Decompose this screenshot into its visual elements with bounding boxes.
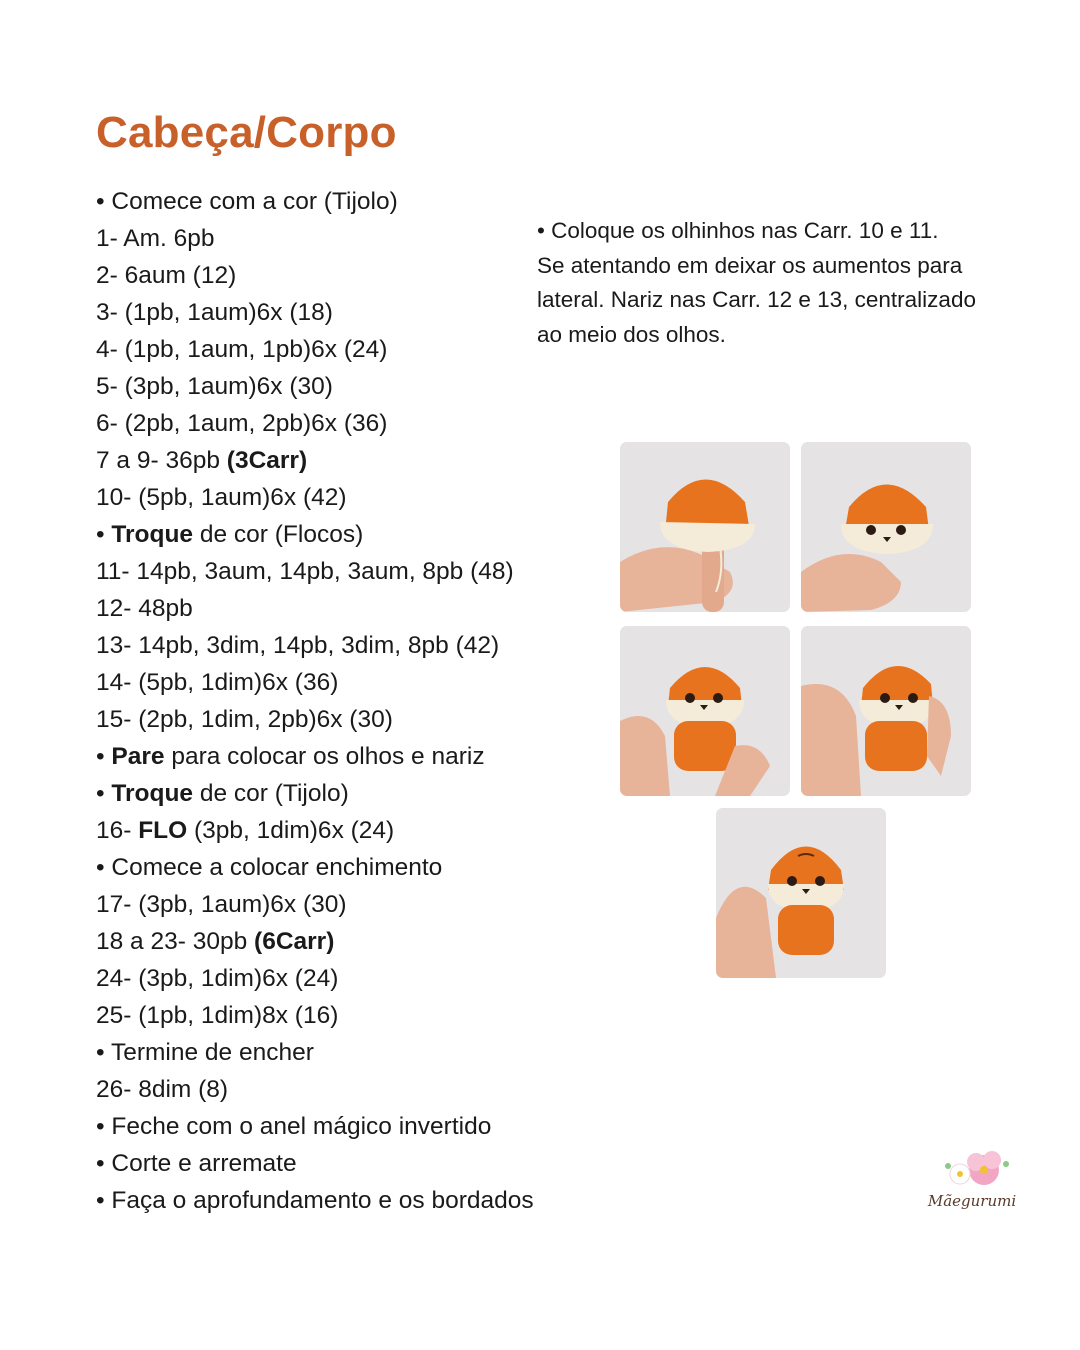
instruction-step (96, 886, 616, 923)
step-text: • Termine de encher (96, 1039, 314, 1066)
step-text: 18 a 23- 30pb (96, 928, 255, 955)
instruction-step (96, 849, 616, 886)
instruction-step (96, 812, 616, 849)
instruction-step (96, 405, 616, 442)
note-line: Se atentando em deixar os aumentos para (537, 252, 963, 278)
instruction-step (96, 368, 616, 405)
instruction-step (96, 1182, 616, 1219)
step-text: 6- (2pb, 1aum, 2pb)6x (36) (96, 410, 388, 437)
eye-placement-note (537, 214, 1037, 352)
note-line: • Coloque os olhinhos nas Carr. 10 e 11. (537, 218, 939, 243)
step-text: 15- (2pb, 1dim, 2pb)6x (30) (96, 706, 393, 733)
step-text: • (96, 521, 112, 548)
instruction-step (96, 1071, 616, 1108)
step-emphasis: Troque (111, 521, 194, 548)
note-line: ao meio dos olhos. (537, 321, 726, 347)
step-text: 10- (5pb, 1aum)6x (42) (96, 484, 347, 511)
brand-logo (920, 1140, 1024, 1240)
step-text: 5- (3pb, 1aum)6x (30) (96, 373, 333, 400)
step-emphasis: FLO (138, 817, 188, 844)
step-text: 3- (1pb, 1aum)6x (18) (96, 299, 333, 326)
step-text: • Comece com a cor (Tijolo) (96, 188, 398, 215)
instruction-step (96, 775, 616, 812)
progress-photo-2 (801, 442, 971, 612)
step-text: 2- 6aum (12) (96, 262, 237, 289)
step-text: 1- Am. 6pb (96, 225, 215, 252)
instruction-step (96, 960, 616, 997)
instruction-step (96, 701, 616, 738)
step-text: 26- 8dim (8) (96, 1076, 229, 1103)
instruction-step (96, 627, 616, 664)
step-emphasis: Troque (111, 780, 194, 807)
step-text: • Comece a colocar enchimento (96, 854, 443, 881)
instruction-step (96, 923, 616, 960)
instruction-step (96, 1034, 616, 1071)
progress-photo-3 (620, 626, 790, 796)
step-text: 24- (3pb, 1dim)6x (24) (96, 965, 339, 992)
step-text: 11- 14pb, 3aum, 14pb, 3aum, 8pb (48) (96, 558, 514, 585)
step-text: 25- (1pb, 1dim)8x (16) (96, 1002, 339, 1029)
step-text: 12- 48pb (96, 595, 193, 622)
instruction-step (96, 1145, 616, 1182)
instruction-step (96, 738, 616, 775)
step-text: • Corte e arremate (96, 1150, 297, 1177)
step-text: 14- (5pb, 1dim)6x (36) (96, 669, 339, 696)
note-line: lateral. Nariz nas Carr. 12 e 13, centralizado (537, 287, 976, 312)
progress-photo-4 (801, 626, 971, 796)
step-text: de cor (Flocos) (193, 521, 364, 548)
instruction-step (96, 553, 616, 590)
step-text: 16- (96, 817, 139, 844)
instruction-step (96, 1108, 616, 1145)
step-text: 13- 14pb, 3dim, 14pb, 3dim, 8pb (42) (96, 632, 500, 659)
step-emphasis: Pare (111, 743, 165, 770)
instruction-step (96, 479, 616, 516)
section-title: Cabeça/Corpo (96, 108, 397, 157)
step-text: (3pb, 1dim)6x (24) (187, 817, 395, 844)
step-text: • (96, 780, 112, 807)
step-text: • (96, 743, 112, 770)
instruction-step (96, 664, 616, 701)
step-text: 7 a 9- 36pb (96, 447, 227, 474)
progress-photo-5 (716, 808, 886, 978)
instruction-step (96, 590, 616, 627)
step-text: 4- (1pb, 1aum, 1pb)6x (24) (96, 336, 388, 363)
step-text: • Faça o aprofundamento e os bordados (96, 1187, 534, 1214)
instruction-step (96, 516, 616, 553)
step-text: para colocar os olhos e nariz (164, 743, 485, 770)
step-emphasis: (6Carr) (254, 928, 335, 955)
step-text: de cor (Tijolo) (193, 780, 349, 807)
step-emphasis: (3Carr) (226, 447, 308, 474)
instruction-step (96, 442, 616, 479)
step-text: • Feche com o anel mágico invertido (96, 1113, 492, 1140)
step-text: 17- (3pb, 1aum)6x (30) (96, 891, 347, 918)
flower-icon (920, 1140, 1024, 1192)
brand-name: Mãegurumi (927, 1192, 1017, 1210)
instruction-step (96, 997, 616, 1034)
progress-photo-1 (620, 442, 790, 612)
